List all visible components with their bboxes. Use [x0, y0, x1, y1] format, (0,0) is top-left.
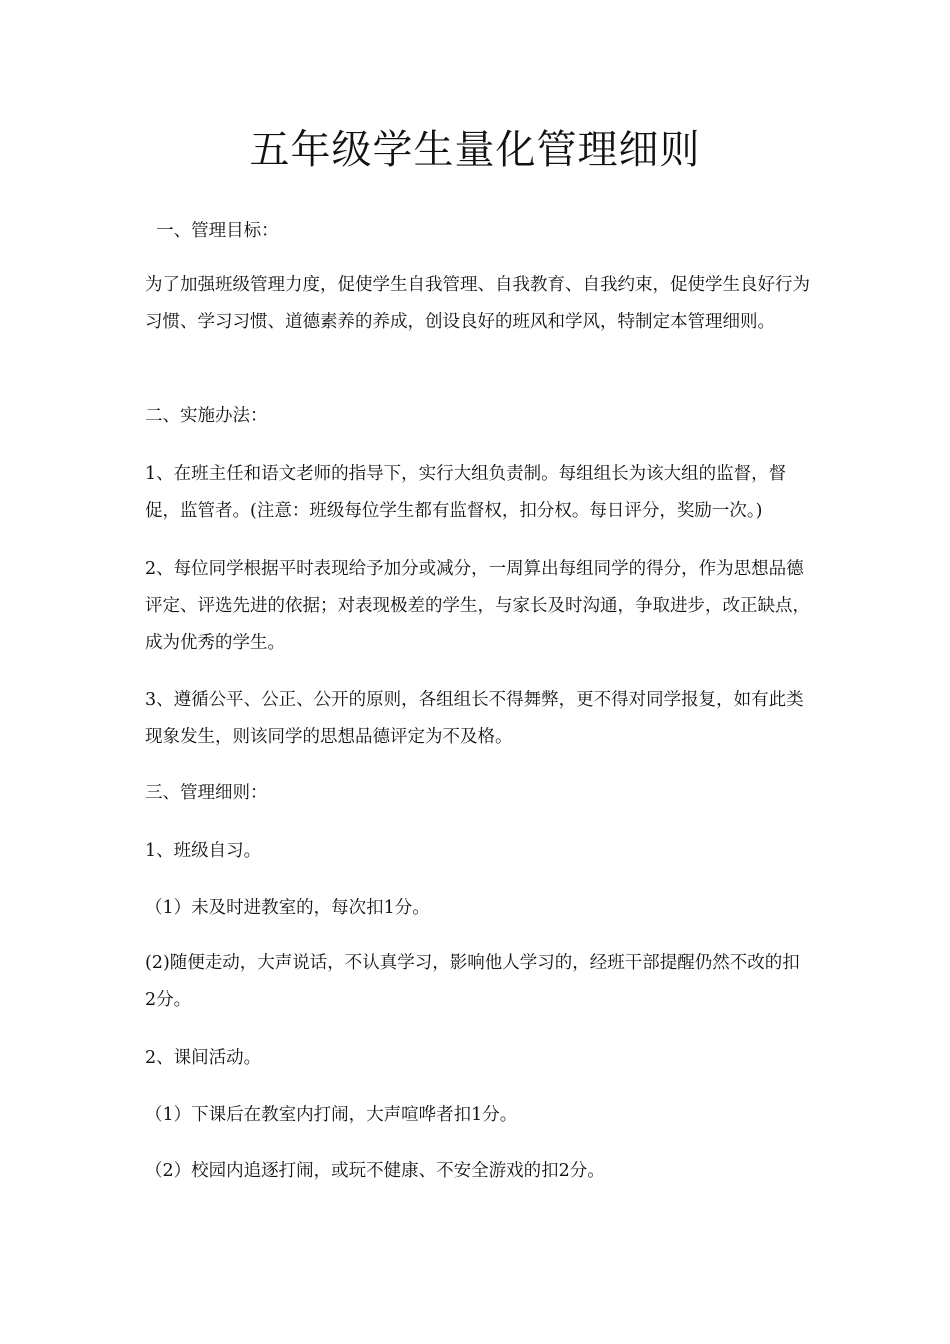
paragraph-rule-1-2: (2)随便走动，大声说话，不认真学习，影响他人学习的，经班干部提醒仍然不改的扣2分。: [145, 953, 800, 1010]
paragraph-method-3: 3、遵循公平、公正、公开的原则，各组组长不得舞弊，更不得对同学报复，如有此类现象发生，则该同学的思想品德评定为不及格。: [145, 690, 804, 747]
section-heading-goals: 一、管理目标：: [145, 221, 279, 241]
paragraph-rule-2-2: （2）校园内追逐打闹，或玩不健康、不安全游戏的扣2分。: [145, 1161, 605, 1181]
section-heading-methods: 二、实施办法：: [145, 406, 268, 426]
section-heading-rules: 三、管理细则：: [145, 783, 268, 803]
paragraph-method-1: 1、在班主任和语文老师的指导下，实行大组负责制。每组组长为该大组的监督，督促，监管者。(注意：班级每位学生都有监督权，扣分权。每日评分，奖励一次。): [145, 464, 787, 521]
paragraph-rule-1-1: （1）未及时进教室的，每次扣1分。: [145, 898, 430, 918]
document-title: 五年级学生量化管理细则: [249, 127, 701, 173]
paragraph-rule-2-1: （1）下课后在教室内打闹，大声喧哗者扣1分。: [145, 1105, 518, 1125]
paragraph-rule-2: 2、课间活动。: [145, 1048, 262, 1068]
paragraph-rule-1: 1、班级自习。: [145, 841, 262, 861]
paragraph-method-2: 2、每位同学根据平时表现给予加分或减分，一周算出每组同学的得分，作为思想品德评定、评选先进的依据；对表现极差的学生，与家长及时沟通，争取进步，改正缺点，成为优秀的学生。: [145, 559, 810, 653]
paragraph-goals-body: 为了加强班级管理力度，促使学生自我管理、自我教育、自我约束，促使学生良好行为习惯、学习习惯、道德素养的养成，创设良好的班风和学风，特制定本管理细则。: [145, 275, 810, 332]
